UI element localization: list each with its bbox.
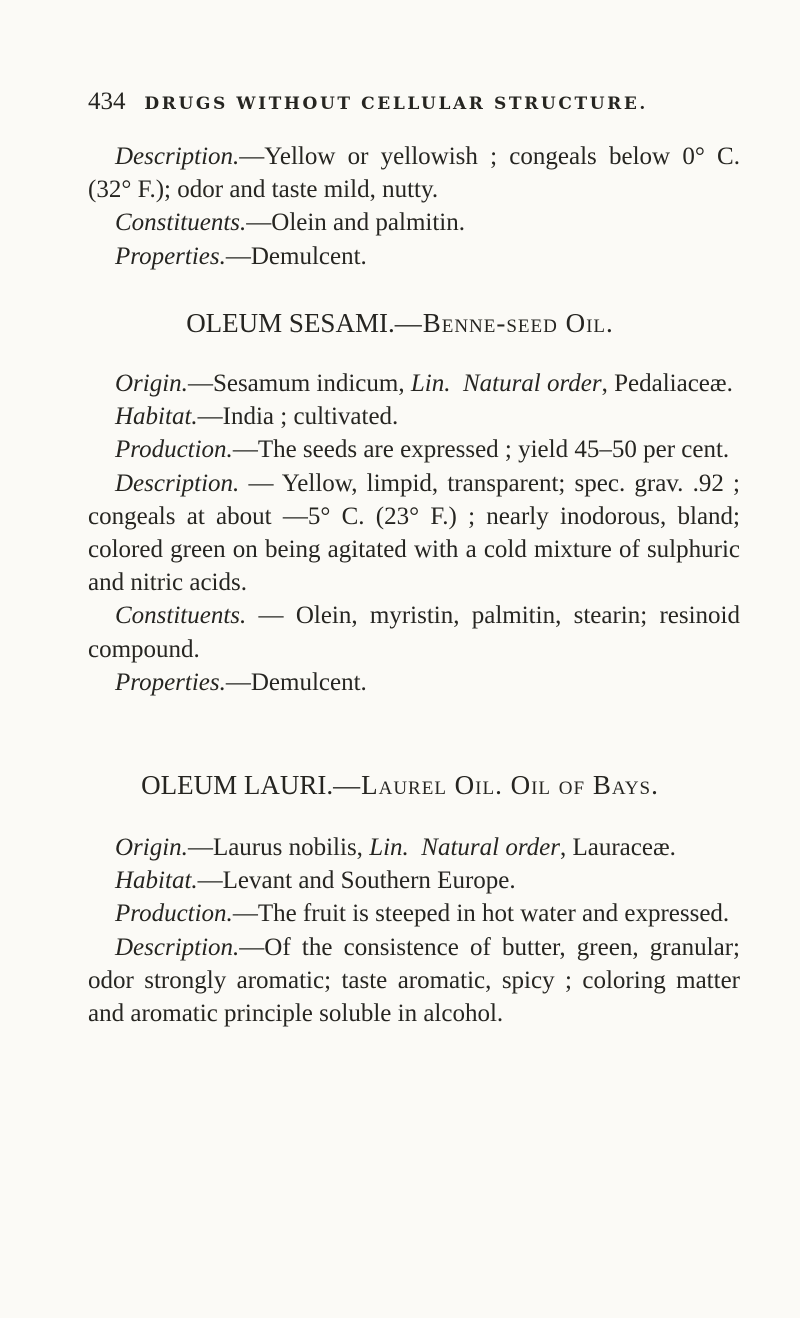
- heading-main: OLEUM SESAMI.: [186, 308, 395, 338]
- description-text: —Of the consistence of butter, green, granular; odor strongly aromatic; taste aromatic, spicy ; coloring matter and aromatic principle soluble in alcohol.: [88, 933, 740, 1028]
- properties-label: Properties.: [115, 242, 226, 270]
- oleum-lauri-heading: [0, 770, 800, 801]
- constituents-text: — Olein, myristin, palmitin, stearin; resinoid compound.: [88, 602, 740, 663]
- origin-order-text: , Pedaliaceæ.: [601, 370, 733, 397]
- constituents-label: Constituents.: [115, 209, 247, 237]
- continued-entry: [88, 140, 740, 273]
- habitat-label: Habitat.: [115, 403, 198, 431]
- production-text: —The fruit is steeped in hot water and expressed.: [232, 900, 730, 928]
- heading-main: OLEUM LAURI.: [141, 770, 334, 800]
- description-paragraph: [88, 467, 740, 600]
- habitat-label: Habitat.: [115, 867, 198, 895]
- description-label: Description.: [115, 143, 240, 170]
- habitat-text: —India ; cultivated.: [197, 403, 399, 431]
- natural-order-label: Natural order: [421, 834, 560, 861]
- habitat-text: —Levant and Southern Europe.: [197, 867, 516, 895]
- production-text: —The seeds are expressed ; yield 45–50 per cent.: [232, 436, 730, 464]
- constituents-label: Constituents.: [115, 602, 247, 630]
- habitat-paragraph: [88, 864, 740, 897]
- origin-lin: Lin.: [410, 370, 451, 397]
- oleum-sesami-entry: [88, 367, 740, 699]
- origin-order-text: , Lauraceæ.: [559, 834, 676, 861]
- properties-paragraph: [88, 240, 740, 273]
- oleum-lauri-entry: [88, 831, 740, 1030]
- production-label: Production.: [115, 436, 233, 464]
- oleum-sesami-heading: [0, 308, 800, 339]
- description-paragraph: [88, 140, 740, 206]
- origin-text: —Laurus nobilis,: [187, 834, 370, 861]
- production-label: Production.: [115, 900, 233, 928]
- heading-sub: —Benne-seed Oil.: [394, 308, 614, 338]
- constituents-paragraph: [88, 206, 740, 239]
- properties-text: —Demulcent.: [225, 242, 367, 270]
- origin-label: Origin.: [115, 370, 188, 397]
- properties-text: —Demulcent.: [225, 668, 367, 696]
- production-paragraph: [88, 433, 740, 466]
- description-paragraph: [88, 931, 740, 1031]
- origin-lin: Lin.: [369, 834, 409, 861]
- production-paragraph: [88, 897, 740, 930]
- running-head-title: DRUGS WITHOUT CELLULAR STRUCTURE.: [144, 94, 648, 114]
- properties-label: Properties.: [115, 668, 226, 696]
- constituents-text: —Olein and palmitin.: [246, 209, 465, 237]
- running-head: [88, 88, 708, 116]
- description-text: —Yellow or yellowish ; congeals below 0° C. (32° F.); odor and taste mild, nutty.: [88, 143, 740, 204]
- description-label: Description.: [115, 469, 240, 497]
- origin-label: Origin.: [115, 834, 188, 861]
- description-label: Description.: [115, 933, 240, 961]
- habitat-paragraph: [88, 400, 740, 433]
- heading-sub: —Laurel Oil. Oil of Bays.: [333, 770, 659, 800]
- origin-paragraph: [88, 367, 740, 400]
- description-text: — Yellow, limpid, transparent; spec. grav. .92 ; congeals at about —5° C. (23° F.) ; nearly inodorous, bland; colored green on being agitated with a cold mixture of sulphuric and nitric acids.: [88, 469, 740, 597]
- origin-paragraph: [88, 831, 740, 864]
- origin-text: —Sesamum indicum,: [187, 370, 411, 397]
- properties-paragraph: [88, 666, 740, 699]
- page-number: 434: [88, 88, 126, 115]
- constituents-paragraph: [88, 599, 740, 665]
- natural-order-label: Natural order: [462, 370, 602, 397]
